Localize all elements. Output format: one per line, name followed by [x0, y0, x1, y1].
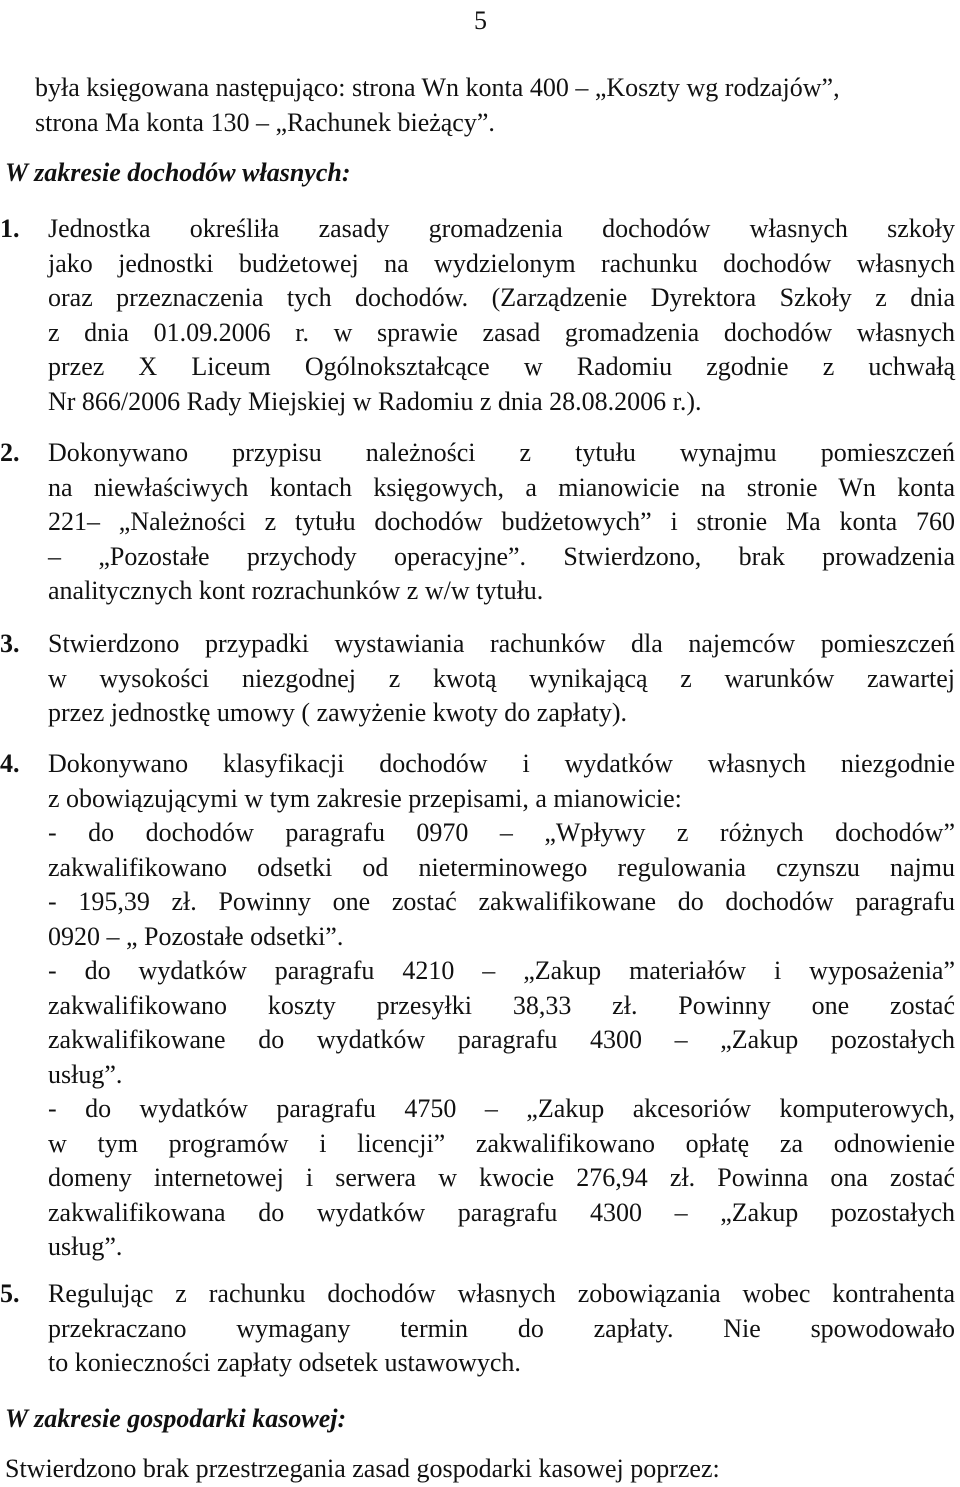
item-1-line-3: oraz przeznaczenia tych dochodów. (Zarządzenie Dyrektora Szkoły z dnia — [48, 283, 955, 312]
intro-line-1: była księgowana następująco: strona Wn konta 400 – „Koszty wg rodzajów”, — [35, 73, 840, 102]
item-4-line-8: zakwalifikowano koszty przesyłki 38,33 zł. Powinny one zostać — [48, 990, 955, 1020]
list-item-1 — [0, 212, 955, 419]
list-item-3 — [0, 627, 955, 731]
item-number: 5. — [0, 1279, 20, 1308]
item-4-line-9: zakwalifikowane do wydatków paragrafu 4300 – „Zakup pozostałych — [48, 1025, 955, 1054]
item-number: 3. — [0, 629, 20, 658]
item-1-line-2: jako jednostki budżetowej na wydzielonym rachunku dochodów własnych — [48, 248, 955, 278]
list-item-4 — [0, 747, 955, 1265]
item-3-line-2: w wysokości niezgodnej z kwotą wynikającą z warunków zawartej — [48, 663, 955, 693]
closing-sentence: Stwierdzono brak przestrzegania zasad gospodarki kasowej poprzez: — [5, 1454, 720, 1483]
item-2-line-3: 221– „Należności z tytułu dochodów budżetowych” i stronie Ma konta 760 — [48, 507, 955, 536]
page-number: 5 — [474, 6, 487, 35]
item-1-line-1: Jednostka określiła zasady gromadzenia dochodów własnych szkoły — [48, 214, 955, 243]
item-2-line-5: analitycznych kont rozrachunków z w/w tytułu. — [48, 576, 544, 605]
item-3-line-3: przez jednostkę umowy ( zawyżenie kwoty do zapłaty). — [48, 698, 628, 727]
item-4-line-15: usług”. — [48, 1232, 123, 1261]
item-4-line-11: - do wydatków paragrafu 4750 – „Zakup akcesoriów komputerowych, — [48, 1094, 955, 1123]
list-item-5 — [0, 1277, 955, 1381]
item-1-line-6: Nr 866/2006 Rady Miejskiej w Radomiu z dnia 28.08.2006 r.). — [48, 386, 702, 416]
item-1-line-4: z dnia 01.09.2006 r. w sprawie zasad gromadzenia dochodów własnych — [48, 317, 955, 347]
item-4-line-3: - do dochodów paragrafu 0970 – „Wpływy z różnych dochodów” — [48, 818, 955, 847]
section-heading-income: W zakresie dochodów własnych: — [5, 158, 351, 187]
item-number: 4. — [0, 749, 20, 778]
item-5-line-3: to konieczności zapłaty odsetek ustawowych. — [48, 1348, 521, 1377]
item-number: 2. — [0, 438, 20, 467]
item-4-line-13: domeny internetowej i serwera w kwocie 276,94 zł. Powinna ona zostać — [48, 1163, 955, 1192]
item-4-line-4: zakwalifikowano odsetki od nieterminowego regulowania czynszu najmu — [48, 852, 955, 882]
intro-paragraph — [35, 71, 955, 140]
item-5-line-2: przekraczano wymagany termin do zapłaty. Nie spowodowało — [48, 1313, 955, 1343]
intro-line-2: strona Ma konta 130 – „Rachunek bieżący”. — [35, 107, 495, 137]
item-5-line-1: Regulując z rachunku dochodów własnych zobowiązania wobec kontrahenta — [48, 1279, 955, 1308]
item-2-line-4: – „Pozostałe przychody operacyjne”. Stwierdzono, brak prowadzenia — [48, 541, 955, 571]
item-4-line-2: z obowiązującymi w tym zakresie przepisami, a mianowicie: — [48, 783, 682, 813]
item-4-line-1: Dokonywano klasyfikacji dochodów i wydatków własnych niezgodnie — [48, 749, 955, 778]
item-4-line-14: zakwalifikowana do wydatków paragrafu 4300 – „Zakup pozostałych — [48, 1197, 955, 1227]
item-3-line-1: Stwierdzono przypadki wystawiania rachunków dla najemców pomieszczeń — [48, 629, 955, 658]
item-number: 1. — [0, 214, 20, 243]
item-1-line-5: przez X Liceum Ogólnokształcące w Radomiu zgodnie z uchwałą — [48, 352, 955, 381]
item-2-line-1: Dokonywano przypisu należności z tytułu wynajmu pomieszczeń — [48, 438, 955, 467]
item-2-line-2: na niewłaściwych kontach księgowych, a mianowicie na stronie Wn konta — [48, 472, 955, 502]
list-item-2 — [0, 436, 955, 609]
section-heading-cash: W zakresie gospodarki kasowej: — [5, 1404, 347, 1433]
item-4-line-12: w tym programów i licencji” zakwalifikowano opłatę za odnowienie — [48, 1128, 955, 1158]
item-4-line-10: usług”. — [48, 1059, 123, 1089]
item-4-line-6: 0920 – „ Pozostałe odsetki”. — [48, 921, 344, 951]
item-4-line-7: - do wydatków paragrafu 4210 – „Zakup materiałów i wyposażenia” — [48, 956, 955, 985]
item-4-line-5: - 195,39 zł. Powinny one zostać zakwalifikowane do dochodów paragrafu — [48, 887, 955, 916]
